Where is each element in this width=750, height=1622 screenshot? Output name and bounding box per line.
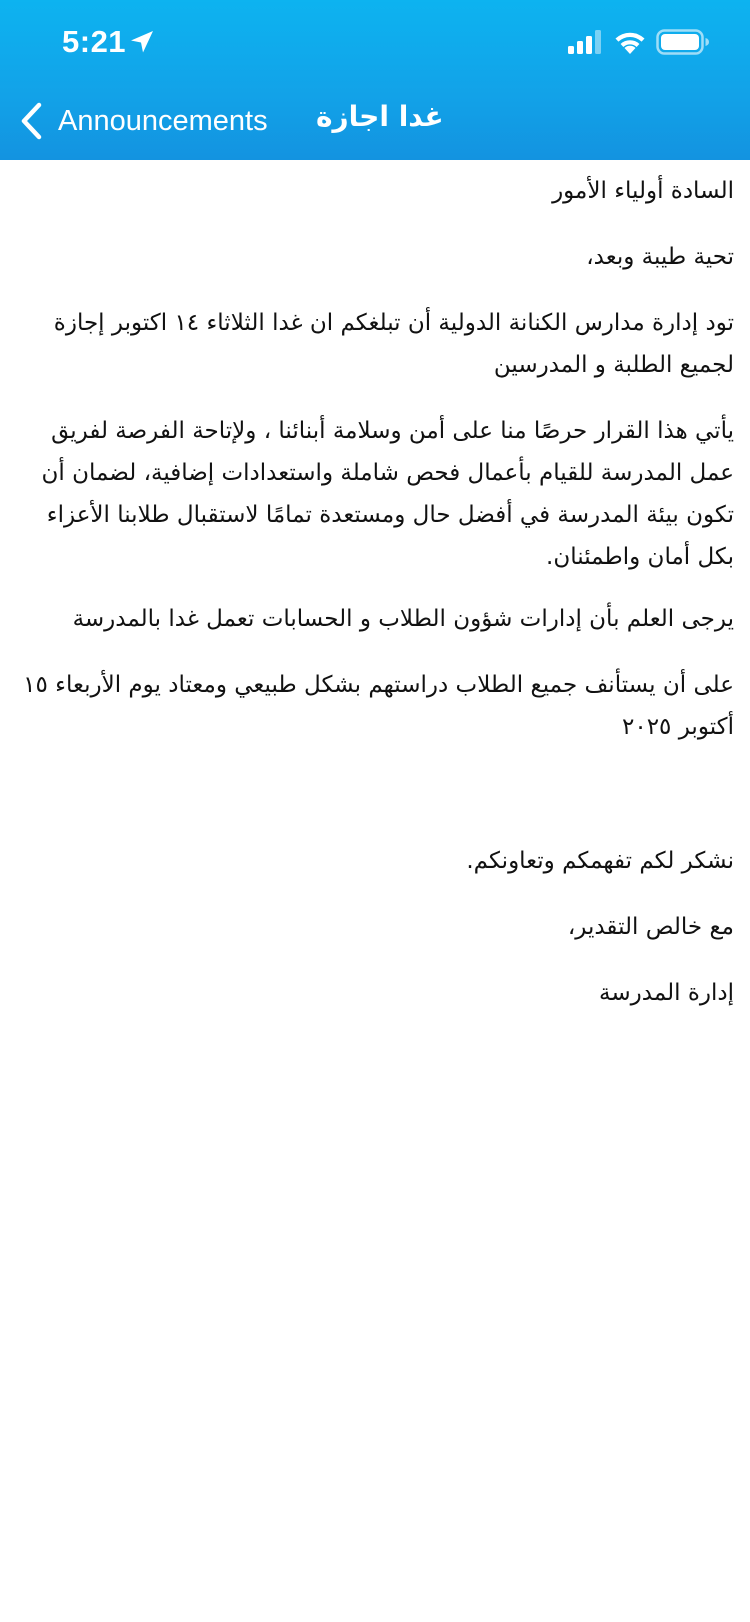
signature: إدارة المدرسة bbox=[599, 980, 734, 1006]
back-button[interactable] bbox=[18, 96, 268, 146]
announcement-body bbox=[0, 160, 750, 1622]
greeting: تحية طيبة وبعد، bbox=[586, 244, 734, 270]
page-title: غدا اجازة bbox=[316, 100, 444, 133]
paragraph-resume-date: على أن يستأنف جميع الطلاب دراستهم بشكل طبيعي ومعتاد يوم الأربعاء ١٥ أكتوبر ٢٠٢٥ bbox=[23, 672, 734, 740]
closing-line: مع خالص التقدير، bbox=[567, 914, 734, 940]
paragraph-admin-offices: يرجى العلم بأن إدارات شؤون الطلاب و الحسابات تعمل غدا بالمدرسة bbox=[72, 606, 734, 632]
wifi-icon bbox=[612, 28, 648, 56]
status-bar bbox=[0, 0, 750, 86]
navigation-bar bbox=[0, 86, 750, 160]
paragraph-reason: يأتي هذا القرار حرصًا منا على أمن وسلامة أبنائنا ، ولإتاحة الفرصة لفريق عمل المدرسة للقيام بأعمال فحص شاملة واستعدادات إضافية، لضمان أن تكون بيئة المدرسة في أفضل حال ومستعدة تمامًا لاستقبال طلابنا الأعزاء بكل أمان واطمئنان. bbox=[41, 418, 734, 570]
thanks-line: نشكر لكم تفهمكم وتعاونكم. bbox=[466, 848, 734, 874]
app-header bbox=[0, 0, 750, 160]
status-time: 5:21 bbox=[62, 24, 127, 59]
chevron-left-icon bbox=[18, 101, 44, 141]
paragraph-holiday-notice: تود إدارة مدارس الكنانة الدولية أن تبلغكم ان غدا الثلاثاء ١٤ اكتوبر إجازة لجميع الطلبة و المدرسين bbox=[53, 310, 734, 378]
cellular-signal-icon bbox=[568, 30, 602, 54]
location-arrow-icon bbox=[128, 28, 156, 56]
salutation: السادة أولياء الأمور bbox=[552, 178, 734, 204]
back-button-label: Announcements bbox=[58, 104, 268, 137]
battery-icon bbox=[656, 29, 710, 55]
